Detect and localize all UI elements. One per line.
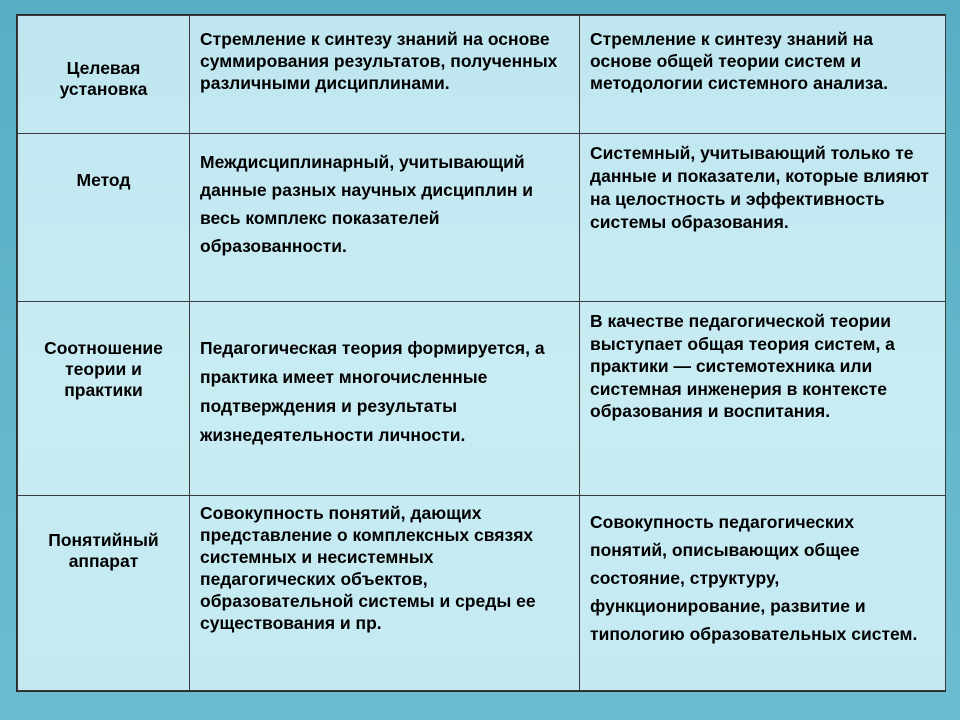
table-row <box>18 496 946 691</box>
row-label: Метод <box>76 170 131 190</box>
cell-text: В качестве педагогической теории выступает общая теория систем, а практики — системотехника или системная инженерия в контексте образования и воспитания. <box>590 311 895 421</box>
row-label: Понятийный аппарат <box>48 530 159 571</box>
row-label-cell <box>18 134 190 302</box>
row-label-cell <box>18 16 190 134</box>
table-cell <box>580 16 946 134</box>
row-label-cell <box>18 496 190 691</box>
table-row <box>18 302 946 496</box>
cell-text: Педагогическая теория формируется, а практика имеет многочисленные подтверждения и результаты жизнедеятельности личности. <box>200 338 545 445</box>
table-cell <box>580 302 946 496</box>
cell-text: Междисциплинарный, учитывающий данные разных научных дисциплин и весь комплекс показателей образованности. <box>200 152 534 256</box>
table-cell <box>190 134 580 302</box>
comparison-table <box>17 15 946 691</box>
row-label: Целевая установка <box>59 58 148 99</box>
table-row <box>18 16 946 134</box>
comparison-table-wrapper <box>16 14 946 692</box>
table-row <box>18 134 946 302</box>
cell-text: Стремление к синтезу знаний на основе общей теории систем и методологии системного анализа. <box>590 29 888 93</box>
table-cell <box>580 496 946 691</box>
row-label-cell <box>18 302 190 496</box>
row-label: Соотношение теории и практики <box>44 338 163 400</box>
cell-text: Стремление к синтезу знаний на основе суммирования результатов, полученных различными дисциплинами. <box>200 29 558 93</box>
cell-text: Совокупность понятий, дающих представление о комплексных связях системных и несистемных педагогических объектов, образовательной системы и среды ее существования и пр. <box>200 503 536 633</box>
table-cell <box>580 134 946 302</box>
cell-text: Совокупность педагогических понятий, описывающих общее состояние, структуру, функционирование, развитие и типологию образовательных систем. <box>590 512 918 644</box>
cell-text: Системный, учитывающий только те данные и показатели, которые влияют на целостность и эффективность системы образования. <box>590 143 929 232</box>
table-cell <box>190 496 580 691</box>
table-cell <box>190 16 580 134</box>
table-cell <box>190 302 580 496</box>
